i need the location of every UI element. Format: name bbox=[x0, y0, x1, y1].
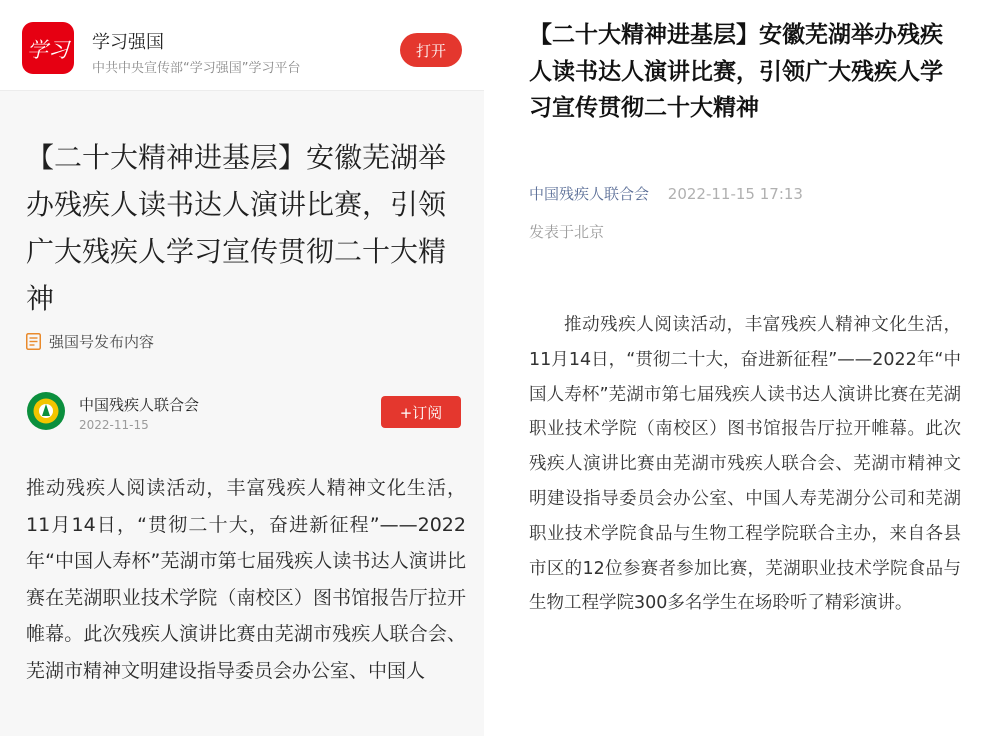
wechat-article-view bbox=[502, 0, 987, 736]
author-name[interactable]: 中国残疾人联合会 bbox=[79, 396, 200, 414]
article-meta bbox=[529, 183, 803, 204]
source-tag: 强国号发布内容 bbox=[49, 332, 155, 351]
cdpf-logo[interactable] bbox=[26, 391, 66, 431]
publish-datetime: 2022-11-15 17:13 bbox=[667, 185, 803, 203]
logo-text: 学习 bbox=[27, 38, 69, 62]
open-app-button[interactable]: 打开 bbox=[400, 33, 462, 67]
article-body: 推动残疾人阅读活动，丰富残疾人精神文化生活，11月14日，“贯彻二十大，奋进新征程”——2022年“中国人寿杯”芜湖市第七届残疾人读书达人演讲比赛在芜湖职业技术学院（南校区）图书馆报告厅拉开帷幕。此次残疾人演讲比赛由芜湖市残疾人联合会、芜湖市精神文明建设指导委员会办公室、中国人寿芜湖分公司和芜湖职业技术学院食品与生物工程学院联合主办，来自各县市区的12位参赛者参加比赛，芜湖职业技术学院食品与生物工程学院300多名学生在场聆听了精彩演讲。 bbox=[529, 315, 961, 614]
app-banner bbox=[0, 0, 484, 91]
article-body: 推动残疾人阅读活动，丰富残疾人精神文化生活，11月14日，“贯彻二十大，奋进新征程”——2022年“中国人寿杯”芜湖市第七届残疾人读书达人演讲比赛在芜湖职业技术学院（南校区）图书馆报告厅拉开帷幕。此次残疾人演讲比赛由芜湖市残疾人联合会、芜湖市精神文明建设指导委员会办公室、中国人 bbox=[26, 477, 466, 682]
article-title: 【二十大精神进基层】安徽芜湖举办残疾人读书达人演讲比赛，引领广大残疾人学习宣传贯彻二十大精神 bbox=[529, 22, 943, 121]
publish-date: 2022-11-15 bbox=[79, 418, 149, 432]
xuexi-article-view bbox=[0, 0, 484, 736]
app-subtitle: 中共中央宣传部“学习强国”学习平台 bbox=[92, 61, 301, 76]
org-link[interactable]: 中国残疾人联合会 bbox=[529, 185, 650, 203]
document-icon bbox=[26, 333, 41, 350]
app-name: 学习强国 bbox=[92, 32, 164, 53]
publish-location: 发表于北京 bbox=[529, 223, 605, 241]
article-title: 【二十大精神进基层】安徽芜湖举办残疾人读书达人演讲比赛，引领广大残疾人学习宣传贯彻二十大精神 bbox=[26, 141, 447, 315]
source-tag-row bbox=[26, 330, 154, 352]
xuexi-qiangguo-logo[interactable] bbox=[22, 22, 74, 74]
subscribe-button[interactable]: +订阅 bbox=[381, 396, 461, 428]
